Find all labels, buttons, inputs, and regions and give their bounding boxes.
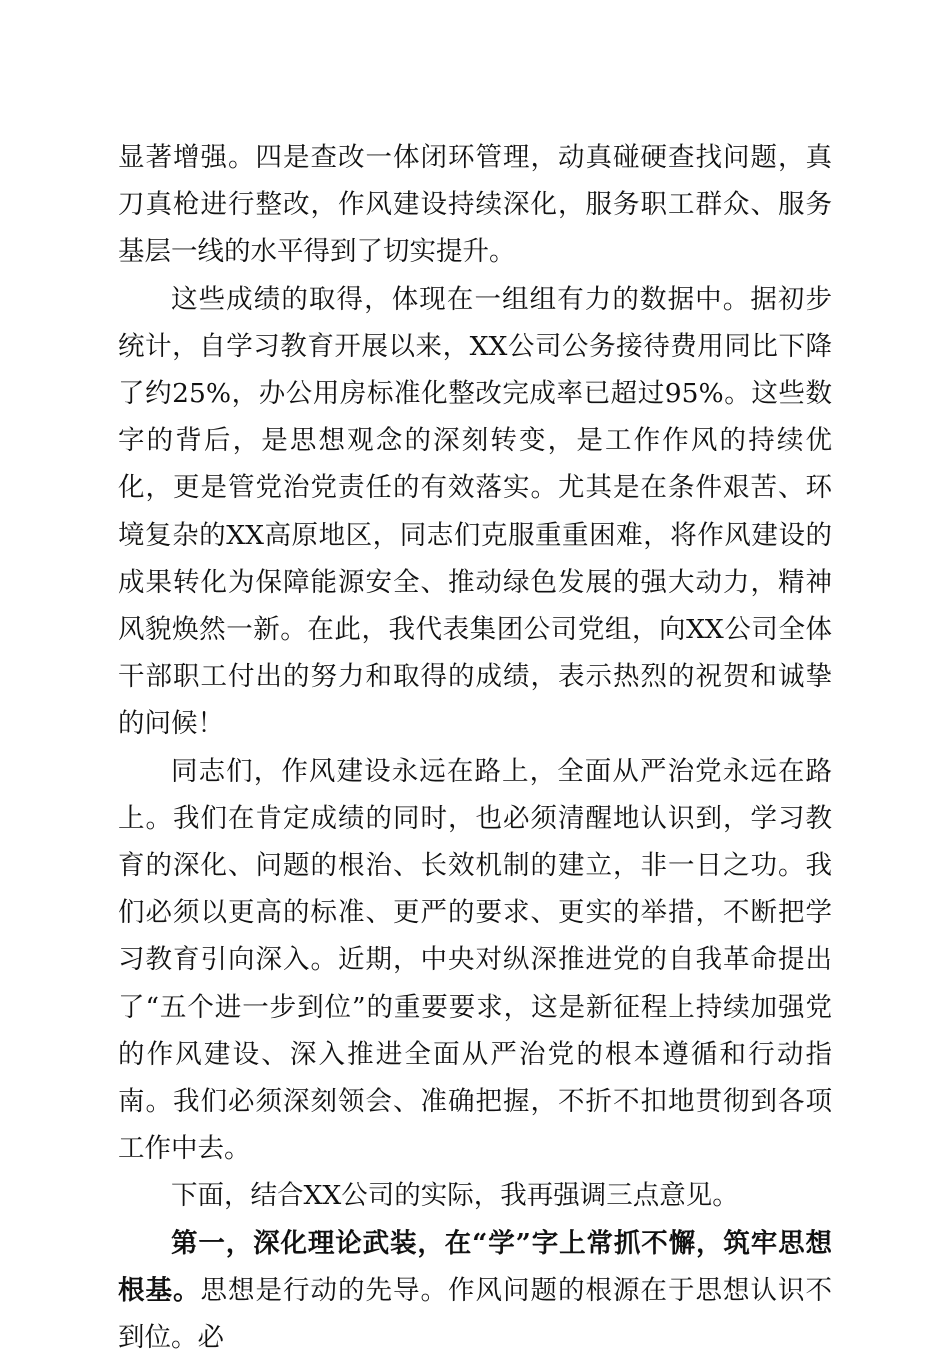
point-one-heading: 第一，深化理论武装，在“学”字上常抓不懈，筑牢思想根基。 [118,1227,832,1306]
paragraph-point-one [118,1220,832,1361]
paragraph-three-points-intro: 下面，结合XX公司的实际，我再强调三点意见。 [171,1180,739,1212]
paragraph-achievement-data: 这些成绩的取得，体现在一组组有力的数据中。据初步统计，自学习教育开展以来，XX公司公务接待费用同比下降了约25%，办公用房标准化整改完成率已超过95%。这些数字的背后，是思想观念的深刻转变，是工作作风的持续优化，更是管党治党责任的有效落实。尤其是在条件艰苦、环境复杂的XX高原地区，同志们克服重重困难，将作风建设的成果转化为保障能源安全、推动绿色发展的强大动力，精神风貌焕然一新。在此，我代表集团公司党组，向XX公司全体干部职工付出的努力和取得的成绩，表示热烈的祝贺和诚挚的问候！ [118,283,832,740]
paragraph-continuation: 显著增强。四是查改一体闭环管理，动真碰硬查找问题，真刀真枪进行整改，作风建设持续深化，服务职工群众、服务基层一线的水平得到了切实提升。 [118,142,832,268]
document-body [118,134,832,1361]
paragraph-ongoing-work: 同志们，作风建设永远在路上，全面从严治党永远在路上。我们在肯定成绩的同时，也必须清醒地认识到，学习教育的深化、问题的根治、长效机制的建立，非一日之功。我们必须以更高的标准、更严的要求、更实的举措，不断把学习教育引向深入。近期，中央对纵深推进党的自我革命提出了“五个进一步到位”的重要要求，这是新征程上持续加强党的作风建设、深入推进全面从严治党的根本遵循和行动指南。我们必须深刻领会、准确把握，不折不扣地贯彻到各项工作中去。 [118,755,832,1165]
point-one-body: 思想是行动的先导。作风问题的根源在于思想认识不到位。必 [118,1274,832,1354]
